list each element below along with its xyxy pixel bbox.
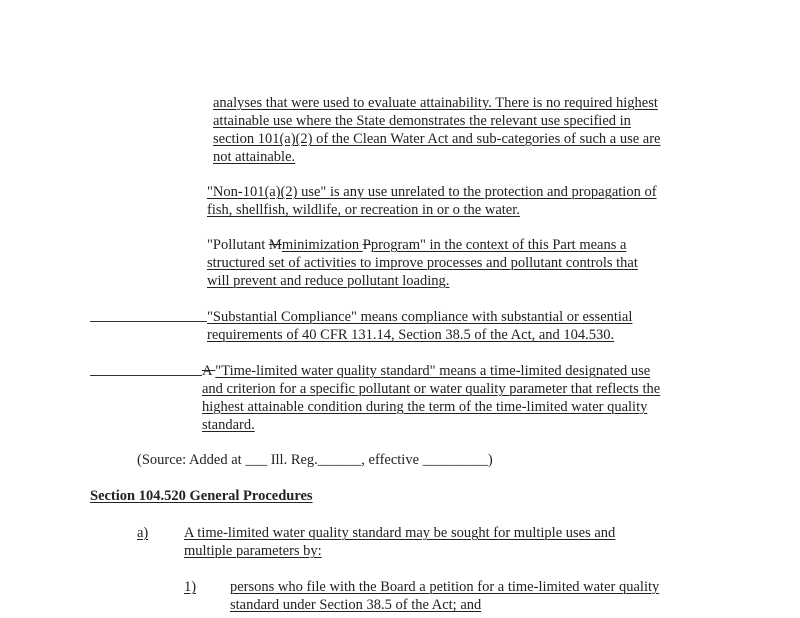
text-line: highest attainable condition during the term of the time-limited water quality bbox=[202, 399, 648, 415]
text-line: section 101(a)(2) of the Clean Water Act and sub-categories of such a use are bbox=[213, 131, 661, 147]
item-label-1 bbox=[184, 578, 196, 596]
text-line bbox=[207, 236, 638, 254]
margin-rule bbox=[90, 375, 202, 376]
text-line: analyses that were used to evaluate attainability. There is no required highest bbox=[213, 95, 658, 111]
text-line: standard. bbox=[202, 417, 255, 433]
text-line: requirements of 40 CFR 131.14, Section 38.5 of the Act, and 104.530. bbox=[207, 327, 615, 343]
text-line: persons who file with the Board a petition for a time-limited water quality bbox=[230, 579, 660, 595]
text-line: A time-limited water quality standard may be sought for multiple uses and bbox=[184, 525, 616, 541]
item-1-text bbox=[230, 578, 659, 614]
list-label: a) bbox=[137, 525, 149, 541]
text-line: "Substantial Compliance" means compliance with substantial or essential bbox=[207, 309, 633, 325]
text-line: (Source: Added at ___ Ill. Reg.______, effective _________) bbox=[137, 452, 493, 468]
text-line: structured set of activities to improve processes and pollutant controls that bbox=[207, 255, 638, 271]
inserted-text: "Time-limited water quality standard" means a time-limited designated use bbox=[215, 363, 651, 379]
definition-pollutant-minimization-program bbox=[207, 236, 638, 290]
list-label: 1) bbox=[184, 579, 197, 595]
text-line: standard under Section 38.5 of the Act; and bbox=[230, 597, 482, 613]
text-line: attainable use where the State demonstrates the relevant use specified in bbox=[213, 113, 631, 129]
definition-time-limited-wqs bbox=[202, 362, 660, 434]
text-line: not attainable. bbox=[213, 149, 296, 165]
text-line: multiple parameters by: bbox=[184, 543, 322, 559]
text-line: and criterion for a specific pollutant or water quality parameter that reflects the bbox=[202, 381, 661, 397]
text-line: Section 104.520 General Procedures bbox=[90, 488, 313, 504]
text-line: "Non-101(a)(2) use" is any use unrelated to the protection and propagation of bbox=[207, 184, 657, 200]
definition-substantial-compliance bbox=[207, 308, 632, 344]
text-segment: "Pollutant bbox=[207, 237, 269, 253]
item-label-a bbox=[137, 524, 148, 542]
text-line: fish, shellfish, wildlife, or recreation in or o the water. bbox=[207, 202, 520, 218]
inserted-text: minimization bbox=[281, 237, 363, 253]
item-a-text bbox=[184, 524, 615, 560]
paragraph-analyses bbox=[213, 94, 661, 166]
text-line: will prevent and reduce pollutant loading. bbox=[207, 273, 450, 289]
deleted-text: P bbox=[362, 237, 371, 253]
section-heading bbox=[90, 487, 313, 505]
deleted-text: M bbox=[268, 237, 282, 253]
deleted-text: A bbox=[202, 363, 216, 379]
inserted-text: program" in the context of this Part means a bbox=[370, 237, 627, 253]
source-note bbox=[137, 451, 493, 469]
definition-non-101-use bbox=[207, 183, 657, 219]
margin-rule bbox=[90, 321, 207, 322]
text-line bbox=[202, 362, 660, 380]
